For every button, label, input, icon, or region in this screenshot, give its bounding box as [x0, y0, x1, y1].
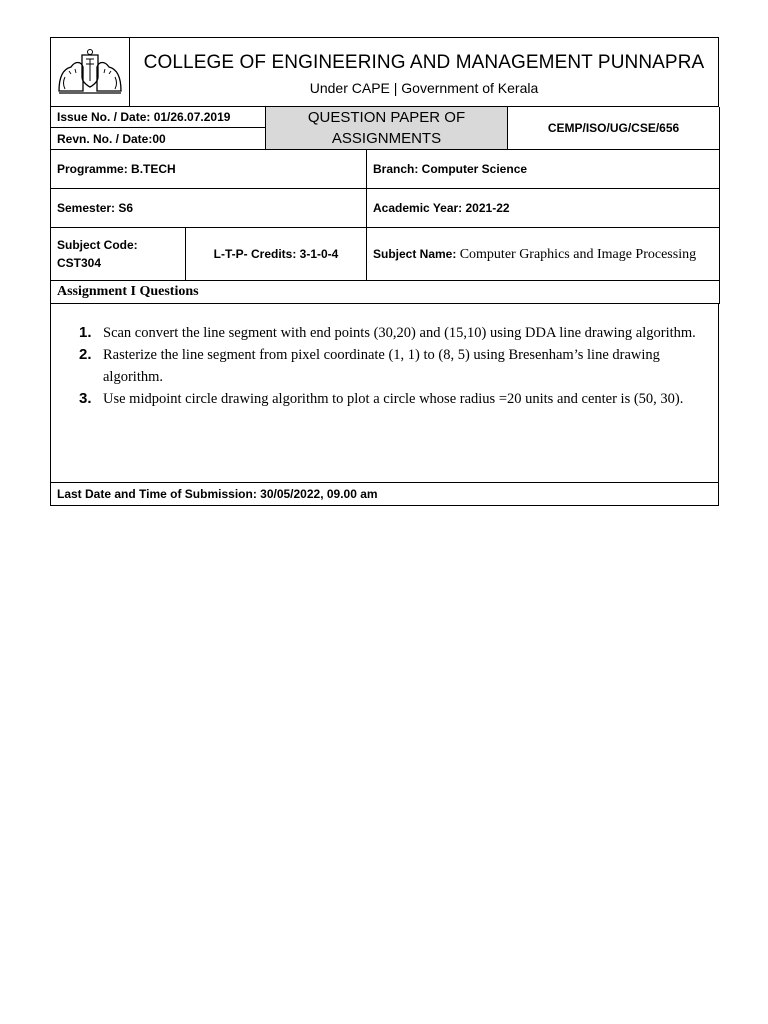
question-item — [79, 344, 704, 388]
course-table — [50, 150, 720, 304]
question-number: 1. — [79, 324, 92, 341]
question-text: Rasterize the line segment from pixel coordinate (1, 1) to (8, 5) using Bresenham’s line drawing algorithm. — [103, 347, 660, 385]
question-number: 3. — [79, 390, 92, 407]
submission-deadline: Last Date and Time of Submission: 30/05/2022, 09.00 am — [50, 483, 719, 506]
header-subtitle: Under CAPE | Government of Kerala — [309, 80, 539, 96]
branch-cell: Branch: Computer Science — [367, 150, 720, 189]
subject-name-value: Computer Graphics and Image Processing — [459, 246, 697, 262]
question-item — [79, 322, 704, 344]
kerala-emblem-icon — [51, 38, 130, 106]
document-title: QUESTION PAPER OF ASSIGNMENTS — [266, 107, 508, 150]
subject-code-value: CST304 — [57, 256, 102, 270]
issue-cell: Issue No. / Date: 01/26.07.2019 — [51, 107, 266, 128]
college-name: COLLEGE OF ENGINEERING AND MANAGEMENT PUNNAPRA — [143, 52, 705, 73]
subject-code-label: Subject Code: — [57, 238, 138, 252]
question-text: Scan convert the line segment with end points (30,20) and (15,10) using DDA line drawing algorithm. — [103, 325, 696, 341]
question-list — [79, 322, 704, 410]
header-text — [130, 38, 718, 106]
subject-name-label: Subject Name: — [373, 246, 457, 261]
academic-year-cell: Academic Year: 2021-22 — [367, 189, 720, 228]
document-page — [50, 37, 719, 506]
semester-cell: Semester: S6 — [51, 189, 367, 228]
assignment-heading: Assignment I Questions — [51, 281, 720, 304]
document-header — [50, 37, 719, 107]
subject-code-cell — [51, 228, 186, 281]
question-item — [79, 388, 704, 410]
questions-box — [50, 304, 719, 483]
ltp-credits-cell: L-T-P- Credits: 3-1-0-4 — [186, 228, 367, 281]
question-text: Use midpoint circle drawing algorithm to plot a circle whose radius =20 units and center is (50, 30). — [103, 391, 684, 407]
document-code: CEMP/ISO/UG/CSE/656 — [508, 107, 720, 150]
revision-cell: Revn. No. / Date:00 — [51, 128, 266, 150]
subject-name-cell — [367, 228, 720, 281]
programme-cell: Programme: B.TECH — [51, 150, 367, 189]
question-number: 2. — [79, 346, 92, 363]
meta-table — [50, 107, 720, 150]
